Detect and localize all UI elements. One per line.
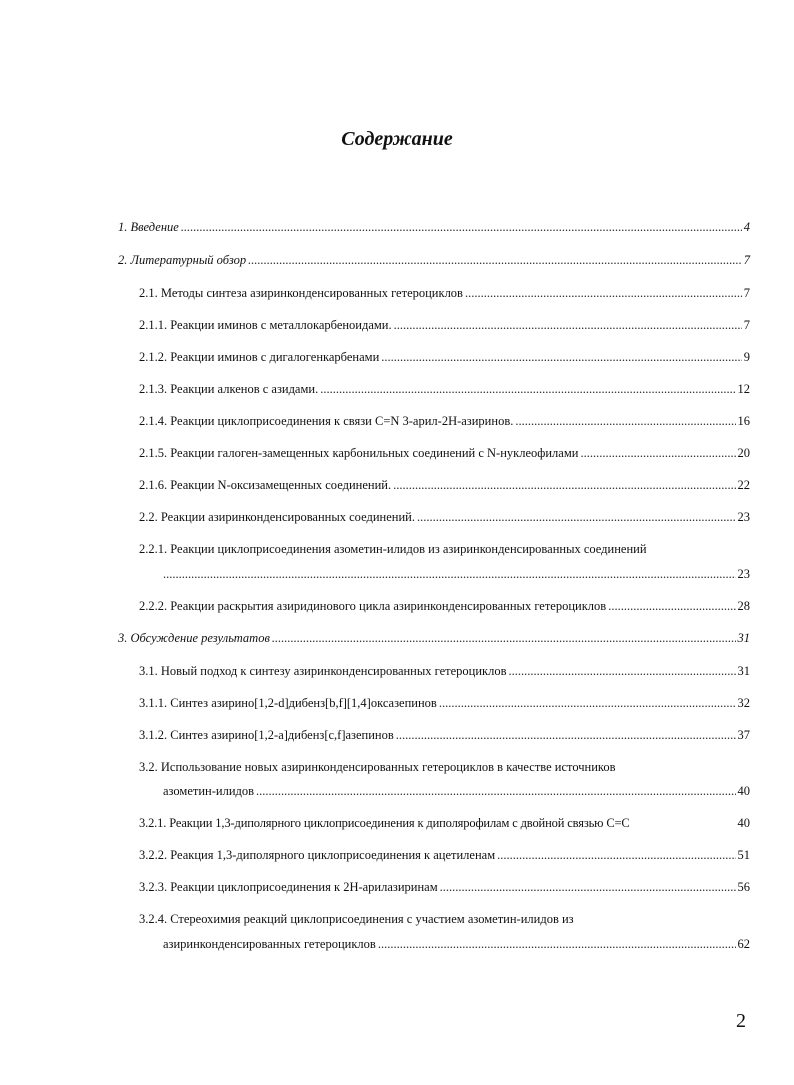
toc-entry-page: 40 [737,816,750,830]
toc-entry-label: азиринконденсированных гетероциклов [163,937,376,951]
toc-leader [248,253,742,268]
toc-entry-page: 12 [737,382,750,396]
toc-leader [163,567,736,582]
toc-entry-page: 9 [743,350,750,364]
toc-entry-label: 2. Литературный обзор [118,253,247,267]
toc-entry-page: 4 [743,220,750,234]
toc-entry-label[interactable]: 2.2.1. Реакции циклоприсоединения азометин-илидов из азиринконденсированных соединений [139,542,647,556]
toc-entry-page: 62 [737,937,750,951]
toc-entry-label: 2.2. Реакции азиринконденсированных соединений. [139,510,415,524]
toc-entry[interactable] [139,414,750,429]
toc-entry[interactable] [163,784,750,799]
toc-entry[interactable] [139,318,750,333]
toc-entry-page: 7 [743,253,750,267]
toc-entry-label: 3. Обсуждение результатов [118,631,270,645]
toc-entry-label: 1. Введение [118,220,179,234]
toc-entry[interactable] [139,728,750,743]
toc-entry-label: 2.1.1. Реакции иминов с металлокарбеноидами. [139,318,392,332]
toc-leader [272,631,736,646]
toc-entry-label: 2.1.6. Реакции N-оксизамещенных соединений. [139,478,392,492]
toc-entry-label: 2.2.2. Реакции раскрытия азиридинового цикла азиринконденсированных гетероциклов [139,599,607,613]
toc-leader [465,286,742,301]
toc-entry[interactable] [139,848,750,863]
page-number: 2 [736,1010,746,1032]
toc-leader [497,848,735,863]
toc-entry-page: 32 [737,696,750,710]
toc-leader [320,382,735,397]
toc-leader [396,728,736,743]
toc-entry-page: 37 [737,728,750,742]
toc-entry-page: 7 [743,286,750,300]
page-title: Содержание [341,128,453,150]
toc-entry[interactable] [163,567,750,582]
toc-leader [580,446,735,461]
toc-entry[interactable] [139,696,750,711]
toc-entry[interactable] [139,478,750,493]
toc-entry-label: 3.2.2. Реакция 1,3-диполярного циклоприсоединения к ацетиленам [139,848,496,862]
toc-leader [394,318,742,333]
toc-entry-label: 2.1.3. Реакции алкенов с азидами. [139,382,319,396]
toc-leader [417,510,736,525]
toc-entry[interactable] [118,631,750,646]
toc-entry-page: 23 [737,567,750,581]
toc-entry-label[interactable]: 3.2. Использование новых азиринконденсированных гетероциклов в качестве источников [139,760,616,774]
toc-entry-label: 3.1.2. Синтез азирино[1,2-a]дибенз[c,f]азепинов [139,728,394,742]
toc-entry-page: 31 [737,631,750,645]
toc-entry-page: 28 [737,599,750,613]
toc-entry[interactable] [163,937,750,952]
toc-entry[interactable] [139,446,750,461]
toc-entry-label: 2.1. Методы синтеза азиринконденсированных гетероциклов [139,286,463,300]
toc-entry-page: 16 [737,414,750,428]
toc-entry[interactable] [139,816,750,831]
toc-entry-page: 40 [737,784,750,798]
toc-entry[interactable] [139,880,750,895]
toc-entry-page: 22 [737,478,750,492]
toc-leader [440,880,736,895]
toc-entry[interactable] [139,350,750,365]
toc-leader [256,784,735,799]
toc-leader [509,664,736,679]
toc-entry[interactable] [118,220,750,235]
toc-entry-label[interactable]: 3.2.4. Стереохимия реакций циклоприсоединения с участием азометин-илидов из [139,912,574,926]
toc-entry-page: 51 [737,848,750,862]
toc-leader [515,414,735,429]
toc-entry-label: 2.1.2. Реакции иминов с дигалогенкарбенами [139,350,380,364]
toc-entry-label: 2.1.4. Реакции циклоприсоединения к связи C=N 3-арил-2H-азиринов. [139,414,514,428]
toc-entry[interactable] [139,599,750,614]
toc-entry-label: 3.2.3. Реакции циклоприсоединения к 2H-арилазиринам [139,880,438,894]
toc-leader [381,350,741,365]
toc-entry-page: 56 [737,880,750,894]
toc-entry-label: азометин-илидов [163,784,255,798]
toc-entry-label: 3.2.1. Реакции 1,3-диполярного циклоприсоединения к диполярофилам с двойной связью C=C [139,816,630,830]
toc-entry-page: 7 [743,318,750,332]
toc-entry-page: 23 [737,510,750,524]
toc-entry-label: 3.1. Новый подход к синтезу азиринконденсированных гетероциклов [139,664,507,678]
toc-leader [393,478,735,493]
toc-leader [181,220,742,235]
toc-entry[interactable] [139,510,750,525]
toc-entry[interactable] [139,664,750,679]
toc-entry[interactable] [139,382,750,397]
toc-entry[interactable] [118,253,750,268]
toc-entry-label: 3.1.1. Синтез азирино[1,2-d]дибенз[b,f][1,4]оксазепинов [139,696,437,710]
toc-entry-label: 2.1.5. Реакции галоген-замещенных карбонильных соединений с N-нуклеофилами [139,446,579,460]
toc-leader [378,937,736,952]
toc-entry-page: 20 [737,446,750,460]
toc-leader [439,696,736,711]
toc-leader [608,599,735,614]
toc-entry-page: 31 [737,664,750,678]
toc-entry[interactable] [139,286,750,301]
